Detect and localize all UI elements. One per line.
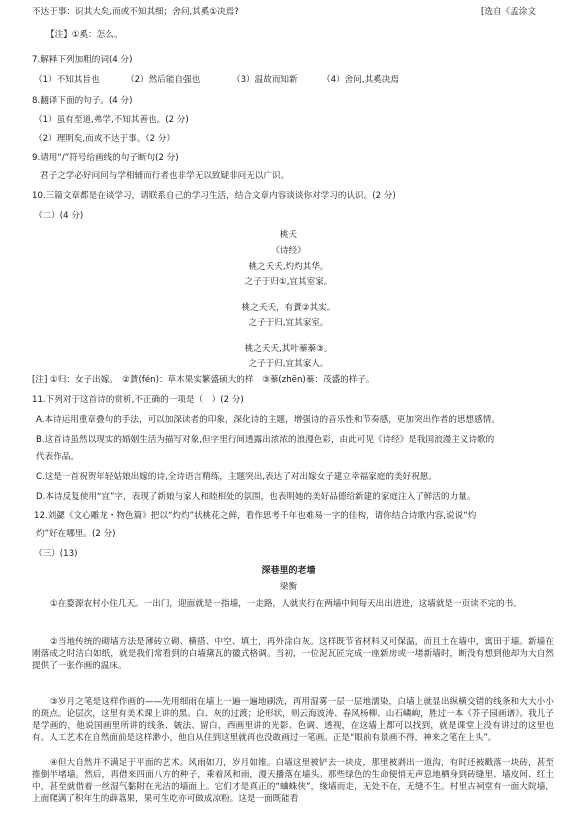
question-9: 9.请用“/”符号给画线的句子断句(2 分) xyxy=(32,153,179,163)
question-7: 7.解释下列加粗的词(4 分) xyxy=(32,55,133,65)
question-11-option-c: C.这是一首祝贺年轻姑娘出嫁的诗,全诗语言精练，主题突出,表达了对出嫁女子建立幸福家庭的美好祝愿。 xyxy=(36,472,437,482)
section-3-heading: （三）(13) xyxy=(34,549,78,559)
question-12: 12.刘勰《文心雕龙・物色篇》把以“灼灼”状桃花之鲜，看作思考千年也难易一字的佳构，请你结合诗歌内容,说说“灼 xyxy=(34,511,477,521)
essay-author: 梁衡 xyxy=(279,582,298,592)
question-7-item-4: （4）舍问,其奚决焉 xyxy=(322,75,399,85)
poem-line-1: 桃之夭夭,灼灼其华。 xyxy=(248,262,329,272)
essay-title: 深巷里的老墙 xyxy=(261,566,316,576)
poem-line-3: 桃之夭夭，有蕡②其实。 xyxy=(241,303,336,313)
essay-paragraph-3: ③岁月之笔是这样作画的——先用细雨在墙上一遍一遍地刷洗，再用湿雾一层一层地濡染，白墙上就显出纵横交错的线条和大大小小的斑点。论层次，这里有美术课上讲的黑、白、灰的过渡；论形状，则云海波涛、春风杨柳、山石嶙峋，胜过一本《芥子园画谱》。我儿子是学画的，他说国画里所讲的线条、皴法、留白，西画里讲的光影、色调、透视，在这墙上都可以找到，就是课堂上没有讲过的这里也有。人工艺术在自然面前是这样渺小，他自从住到这里就再也没敢画过一笔画。正是“眼前有景画不得，神来之笔在上头”。 xyxy=(32,697,554,744)
section-2-heading: （二）(4 分) xyxy=(34,211,84,221)
question-7-item-2: （2）然后能自强也 xyxy=(126,75,201,85)
annotation-note: 【注】①奚：怎么。 xyxy=(46,30,123,40)
question-10: 10.三篇文章都是在谈学习，请联系自己的学习生活，结合文章内容谈谈你对学习的认识。(2 分) xyxy=(32,191,396,201)
question-7-item-1: （1）不知其旨也 xyxy=(34,75,100,85)
poem-source: 《诗经》 xyxy=(271,246,306,256)
question-11-option-a: A.本诗运用重章叠句的手法，可以加深读者的印象，深化诗的主题，增强诗的音乐性和节奏感，更加突出作者的思想感情。 xyxy=(36,415,500,425)
poem-line-6: 之子于归,宜其家人。 xyxy=(248,359,329,369)
question-9-sentence: 君子之学必好问问与学相辅而行者也非学无以致疑非问无以广识。 xyxy=(40,171,290,181)
passage-tail: 不达于事：识其大矣,而或不知其细；舍问,其奚①决焉? xyxy=(32,7,239,17)
essay-paragraph-1: ①在婺源农村小住几天。一出门，迎面就是一指墙，一走路，人就夹行在两墙中间每天出出进进，这墙就是一页读不完的书。 xyxy=(50,599,522,609)
poem-title: 桃夭 xyxy=(279,230,298,240)
poem-line-4: 之子于归,宜其家室。 xyxy=(248,318,329,328)
poem-line-2: 之子于归①,宜其室家。 xyxy=(244,277,333,287)
essay-paragraph-4: ④但大自然并不满足于平面的艺术。风雨如刀，岁月如锥。白墙这里被铲去一块皮，那里被剥出一道沟，有时还被戳落一块砖，甚至推倒半堵墙。然后，再借来四面八方的种子，乘着风和雨，漫天播落在墙头。那些绿色的生命便悄无声息地栖身到砖缝里、墙皮间、红土中，甚至就借着一丝湿气黏附在光洁的墙面上。它们才是真正的“蛐蛛侠”，缘墙而走，无处不在，无缝不生。村里古祠堂有一面大院墙，上面爬满了积年生的薜荔果，果可生吃亦可做成凉粉。这是一面既能看 xyxy=(32,758,554,805)
poem-notes: [注] ①归：女子出嫁。 ②蕡(fén)：草木果实繁盛硕大的样 ③蓁(zhēn)蓁：茂盛的样子。 xyxy=(32,375,375,385)
essay-paragraph-2: ②当地传统的砌墙方法是薄砖立砌、横搭、中空、填土，再外涂白灰。这样既节省材料又可保温，而且土在墙中，寓田于墙。新墙在刚落成之时洁白如纸，就是我们常看到的白墙黛瓦的徽式格调。当初，一位泥瓦匠完成一座新房或一堵新墙时，断没有想到他却为大自然提供了一张作画的温床。 xyxy=(32,637,554,672)
question-8: 8.翻译下面的句子。(4 分) xyxy=(32,96,133,106)
poem-line-5: 桃之夭夭,其叶蓁蓁③。 xyxy=(244,344,333,354)
question-8-item-2: （2）理明矣,而或不达于事。（2 分） xyxy=(34,134,176,144)
question-11-option-b: B.这首诗虽然以现实的婚姻生活为描写对象,但字里行间透露出浓浓的浪漫色彩，由此可见《诗经》是我国浪漫主义诗歌的 xyxy=(36,435,495,445)
question-11-option-d: D.本诗反复使用“宜”字，表现了新娘与家人和睦相处的氛围，也表明她的美好品德给新建的家庭注入了鲜活的力量。 xyxy=(36,492,476,502)
source-note: [选自《孟涂文 xyxy=(481,7,536,17)
question-11: 11.下列对于这首诗的赏析,不正确的一项是（ ）(2 分) xyxy=(32,395,244,405)
question-7-item-3: （3）温故而知新 xyxy=(232,75,298,85)
question-11-option-b-cont: 代表作品。 xyxy=(36,452,79,462)
question-8-item-1: （1）虽有至道,弗学,不知其善也。(2 分) xyxy=(34,115,189,125)
question-12-cont: 灼”好在哪里。(2 分) xyxy=(36,529,116,539)
